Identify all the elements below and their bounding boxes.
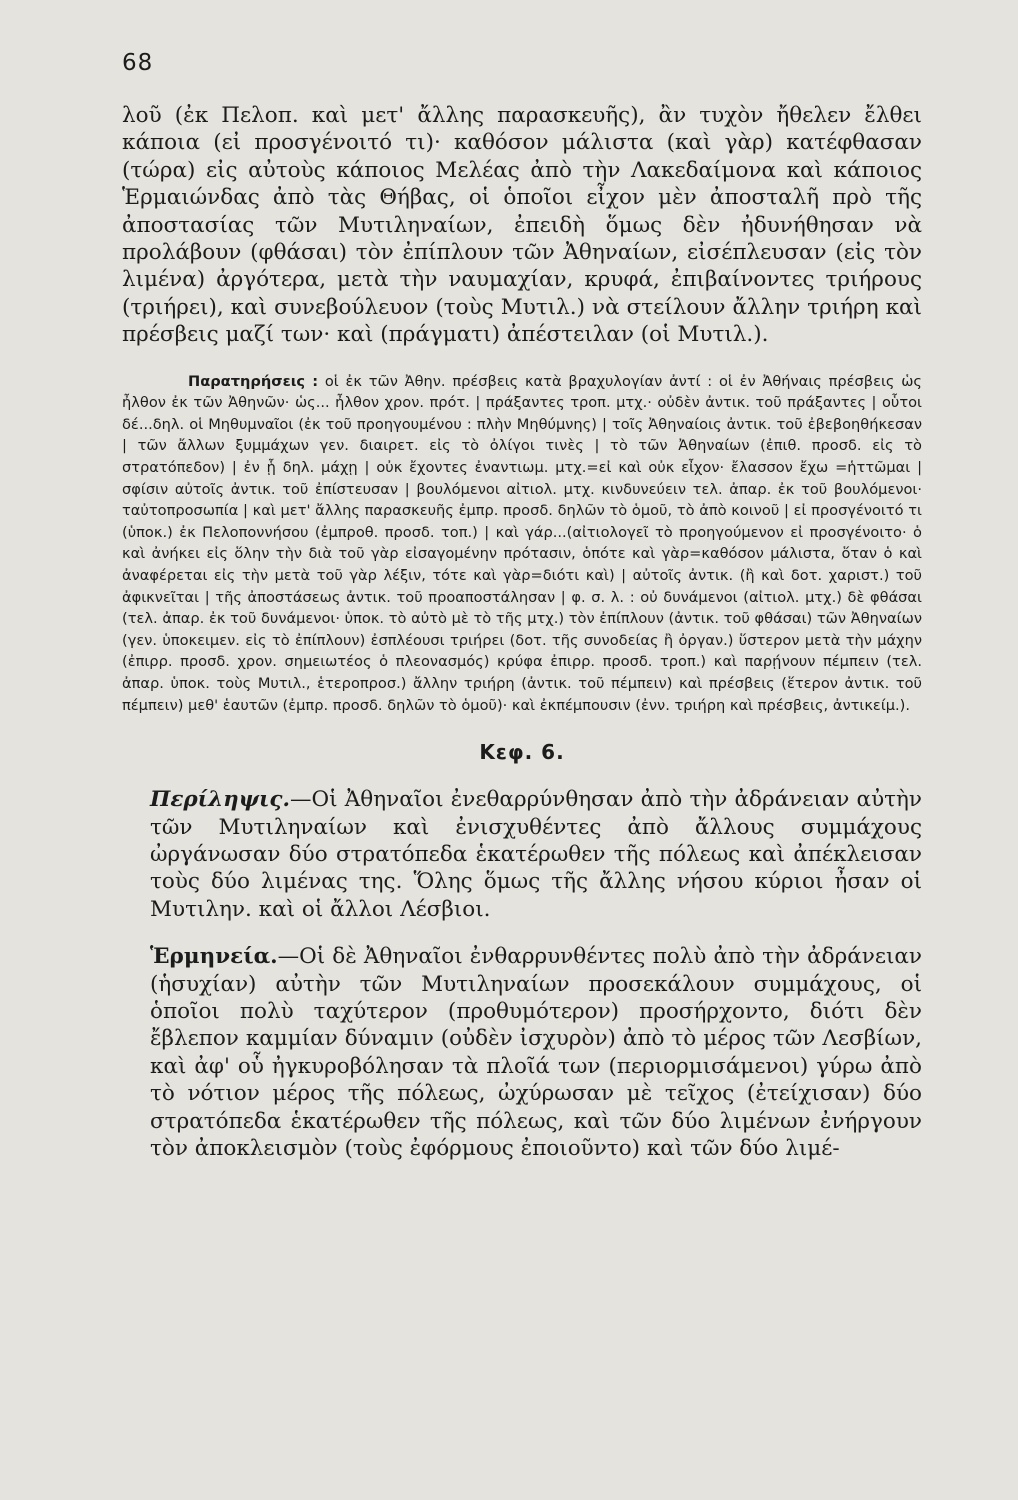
translation-paragraph: λοῦ (ἐκ Πελοπ. καὶ μετ' ἄλλης παρασκευῆς), ἂν τυχὸν ἤθελεν ἔλθει κάποια (εἰ προσγένοιτό τι)· καθόσον μάλιστα (καὶ γὰρ) κατέφθασαν (τώρα) εἰς αὐτοὺς κάποιος Μελέας ἀπὸ τὴν Λακεδαίμονα καὶ κάποιος Ἑρμαιώνδας ἀπὸ τὰς Θήβας, οἱ ὁποῖοι εἶχον μὲν ἀποσταλῆ πρὸ τῆς ἀποστασίας τῶν Μυτιληναίων, ἐπειδὴ ὅμως δὲν ἠδυνήθησαν νὰ προλάβουν (φθάσαι) τὸν ἐπίπλουν τῶν Ἀθηναίων, εἰσέπλευσαν (εἰς τὸν λιμένα) ἀργότερα, μετὰ τὴν ναυμαχίαν, κρυφά, ἐπιβαίνοντες τριήρους (τριήρει), καὶ συνεβούλευον (τοὺς Μυτιλ.) νὰ στείλουν ἄλλην τριήρη καὶ πρέσβεις μαζί των· καὶ (πράγματι) ἀπέστειλαν (οἱ Μυτιλ.). (122, 103, 922, 348)
interpretation-lead: Ἑρμηνεία. (150, 944, 278, 970)
summary-text: —Οἱ Ἀθηναῖοι ἐνεθαρρύνθησαν ἀπὸ τὴν ἀδράνειαν αὐτὴν τῶν Μυτιληναίων καὶ ἐνισχυθέντες ἀπὸ ἄλλους συμμάχους ὠργάνωσαν δύο στρατόπεδα ἑκατέρωθεν τῆς πόλεως καὶ ἀπέκλεισαν τοὺς δύο λιμένας της. Ὅλης ὅμως τῆς ἄλλης νήσου κύριοι ἦσαν οἱ Μυτιλην. καὶ οἱ ἄλλοι Λέσβιοι. (150, 787, 922, 922)
chapter-heading: Κεφ. 6. (479, 740, 565, 765)
page-number: 68 (122, 50, 154, 76)
notes-block (122, 371, 922, 717)
notes-text: οἱ ἐκ τῶν Ἀθην. πρέσβεις κατὰ βραχυλογίαν ἀντί : οἱ ἐν Ἀθήναις πρέσβεις ὡς ἦλθον ἐκ τῶν Ἀθηνῶν· ὡς... ἦλθον χρον. πρότ. | πράξαντες τροπ. μτχ.· οὐδὲν ἀντικ. τοῦ πράξαντες | οὗτοι δέ...δηλ. οἱ Μηθυμναῖοι (ἐκ τοῦ προηγουμένου : πλὴν Μηθύμνης) | τοῖς Ἀθηναίοις ἀντικ. τοῦ ἐβεβοηθήκεσαν | τῶν ἄλλων ξυμμάχων γεν. διαιρετ. εἰς τὸ ὀλίγοι τινὲς | τὸ τῶν Ἀθηναίων (ἐπιθ. προσδ. εἰς τὸ στρατόπεδον) | ἐν ᾗ δηλ. μάχῃ | οὐκ ἔχοντες ἐναντιωμ. μτχ.=εἰ καὶ οὐκ εἶχον· ἔλασσον ἔχω =ἡττῶμαι | σφίσιν αὐτοῖς ἀντικ. τοῦ ἐπίστευσαν | βουλόμενοι αἰτιολ. μτχ. κινδυνεύειν τελ. ἀπαρ. ἐκ τοῦ βουλόμενοι· ταὐτοπροσωπία | καὶ μετ' ἄλλης παρασκευῆς ἐμπρ. προσδ. δηλῶν τὸ ὁμοῦ, τὸ ἀπὸ κοινοῦ | εἰ προσγένοιτό τι (ὑποκ.) ἐκ Πελοποννήσου (ἐμπροθ. προσδ. τοπ.) | καὶ γάρ...(αἰτιολογεῖ τὸ προηγούμενον εἰ προσγένοιτο· ὁ καὶ ἀνήκει εἰς ὅλην τὴν διὰ τοῦ γὰρ εἰσαγομένην πρότασιν, ὁπότε καὶ γὰρ=καθόσον μάλιστα, ὅταν ὁ καὶ ἀναφέρεται εἰς τὴν μετὰ τοῦ γὰρ λέξιν, τότε καὶ γὰρ=διότι καὶ) | αὐτοῖς ἀντικ. (ἢ καὶ δοτ. χαριστ.) τοῦ ἀφικνεῖται | τῆς ἀποστάσεως ἀντικ. τοῦ προαποστάλησαν | φ. σ. λ. : οὐ δυνάμενοι (αἰτιολ. μτχ.) δὲ φθάσαι (τελ. ἀπαρ. ἐκ τοῦ δυνάμενοι· ὑποκ. τὸ αὐτὸ μὲ τὸ τῆς μτχ.) τὸν ἐπίπλουν (ἀντικ. τοῦ φθάσαι) τῶν Ἀθηναίων (γεν. ὑποκειμεν. εἰς τὸ ἐπίπλουν) ἐσπλέουσι τριήρει (δοτ. τῆς συνοδείας ἢ ὀργαν.) ὕστερον μετὰ τὴν μάχην (ἐπιρρ. προσδ. χρον. σημειωτέος ὁ πλεονασμός) κρύφα ἐπιρρ. προσδ. τροπ.) καὶ παρῄνουν πέμπειν (τελ. ἀπαρ. ὑποκ. τοὺς Μυτιλ., ἑτεροπροσ.) ἄλλην τριήρη (ἀντικ. τοῦ πέμπειν) καὶ πρέσβεις (ἕτερον ἀντικ. τοῦ πέμπειν) μεθ' ἑαυτῶν (ἐμπρ. προσδ. δηλῶν τὸ ὁμοῦ)· καὶ ἐκπέμπουσιν (ἐνν. τριήρη καὶ πρέσβεις, ἀντικείμ.). (122, 372, 922, 714)
notes-lead: Παρατηρήσεις : (188, 372, 319, 390)
interpretation-paragraph (122, 943, 922, 1162)
summary-lead: Περίληψις. (150, 787, 291, 813)
summary-paragraph (122, 786, 922, 923)
interpretation-text: —Οἱ δὲ Ἀθηναῖοι ἐνθαρρυνθέντες πολὺ ἀπὸ τὴν ἀδράνειαν (ἡσυχίαν) αὐτὴν τῶν Μυτιληναίων προσεκάλουν συμμάχους, οἱ ὁποῖοι πολὺ ταχύτερον (προθυμότερον) προσήρχοντο, διότι δὲν ἔβλεπον καμμίαν δύναμιν (οὐδὲν ἰσχυρὸν) ἀπὸ τὸ μέρος τῶν Λεσβίων, καὶ ἀφ' οὗ ἠγκυροβόλησαν τὰ πλοῖά των (περιορμισάμενοι) γύρω ἀπὸ τὸ νότιον μέρος τῆς πόλεως, ὠχύρωσαν μὲ τεῖχος (ἐτείχισαν) δύο στρατόπεδα ἑκατέρωθεν τῆς πόλεως, καὶ τῶν δύο λιμένων ἐνήργουν τὸν ἀποκλεισμὸν (τοὺς ἐφόρμους ἐποιοῦντο) καὶ τῶν δύο λιμέ- (150, 944, 922, 1162)
